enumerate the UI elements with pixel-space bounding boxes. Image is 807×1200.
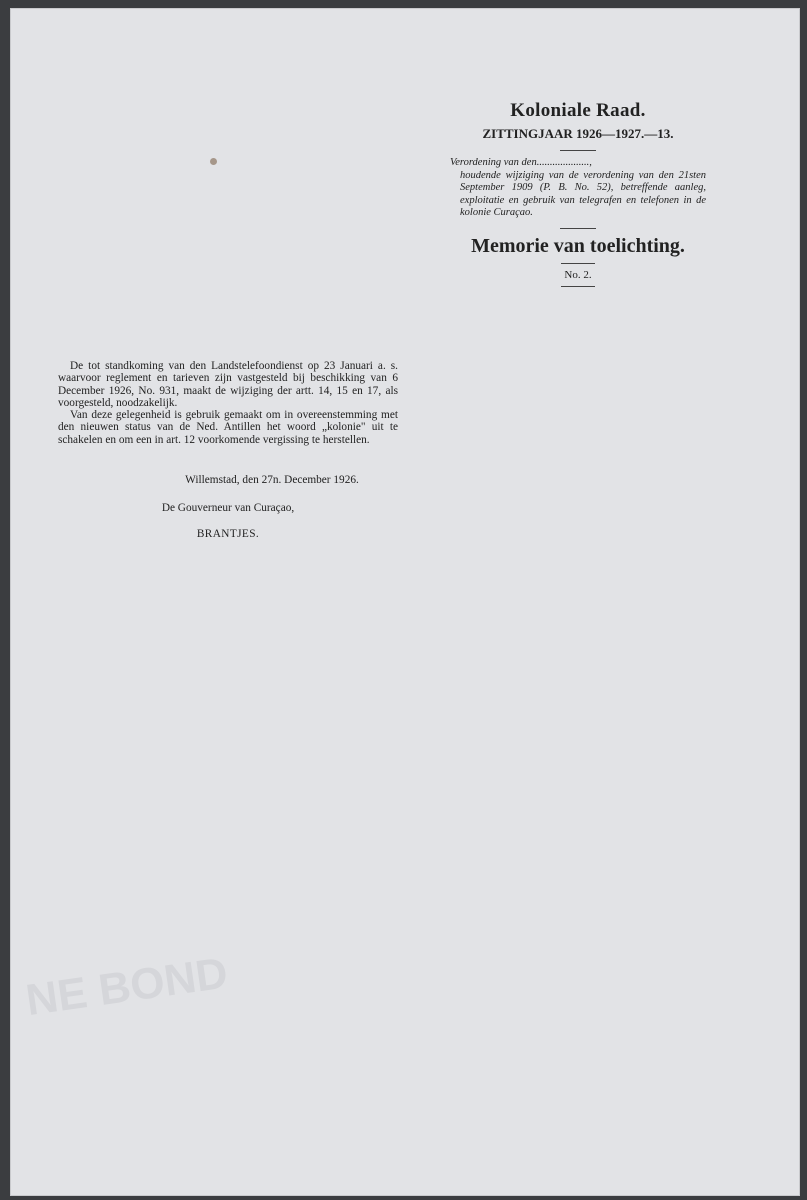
document-page: [10, 8, 800, 1196]
signatory-name: BRANTJES.: [196, 528, 260, 540]
memorandum-body: [58, 360, 398, 446]
divider: [561, 263, 595, 264]
document-number: No. 2.: [564, 268, 592, 281]
ordinance-description-rest: houdende wijziging van de verordening van den 21sten September 1909 (P. B. No. 52), betreffende aanleg, exploitatie en gebruik van telegrafen en telefonen in de kolonie Curaçao.: [460, 169, 706, 218]
place-date: Willemstad, den 27n. December 1926.: [185, 474, 359, 486]
council-title: Koloniale Raad.: [510, 100, 646, 121]
document-header: [450, 100, 706, 292]
memorandum-heading: Memorie van toelichting.: [471, 234, 685, 257]
signatory-role: De Gouverneur van Curaçao,: [161, 502, 295, 514]
session-year: ZITTINGJAAR 1926—1927.—13.: [482, 126, 674, 141]
body-paragraph: De tot standkoming van den Landstelefoondienst op 23 Januari a. s. waarvoor reglement en tarieven zijn vastgesteld bij beschikking van 6 December 1926, No. 931, maakt de wijziging der artt. 14, 15 en 17, als voorgesteld, noodzakelijk.: [58, 360, 398, 409]
bleed-through-stamp: NE BOND: [22, 948, 231, 1026]
divider: [561, 286, 595, 287]
divider: [560, 228, 596, 229]
ordinance-description-first-line: Verordening van den....................,: [450, 157, 592, 168]
ordinance-description: [450, 157, 706, 220]
paper-stain: [210, 158, 217, 165]
divider: [560, 150, 596, 151]
body-paragraph: Van deze gelegenheid is gebruik gemaakt om in overeenstemming met den nieuwen status van de Ned. Antillen het woord „kolonie" uit te schakelen en om een in art. 12 voorkomende vergissing te herstellen.: [58, 409, 398, 446]
